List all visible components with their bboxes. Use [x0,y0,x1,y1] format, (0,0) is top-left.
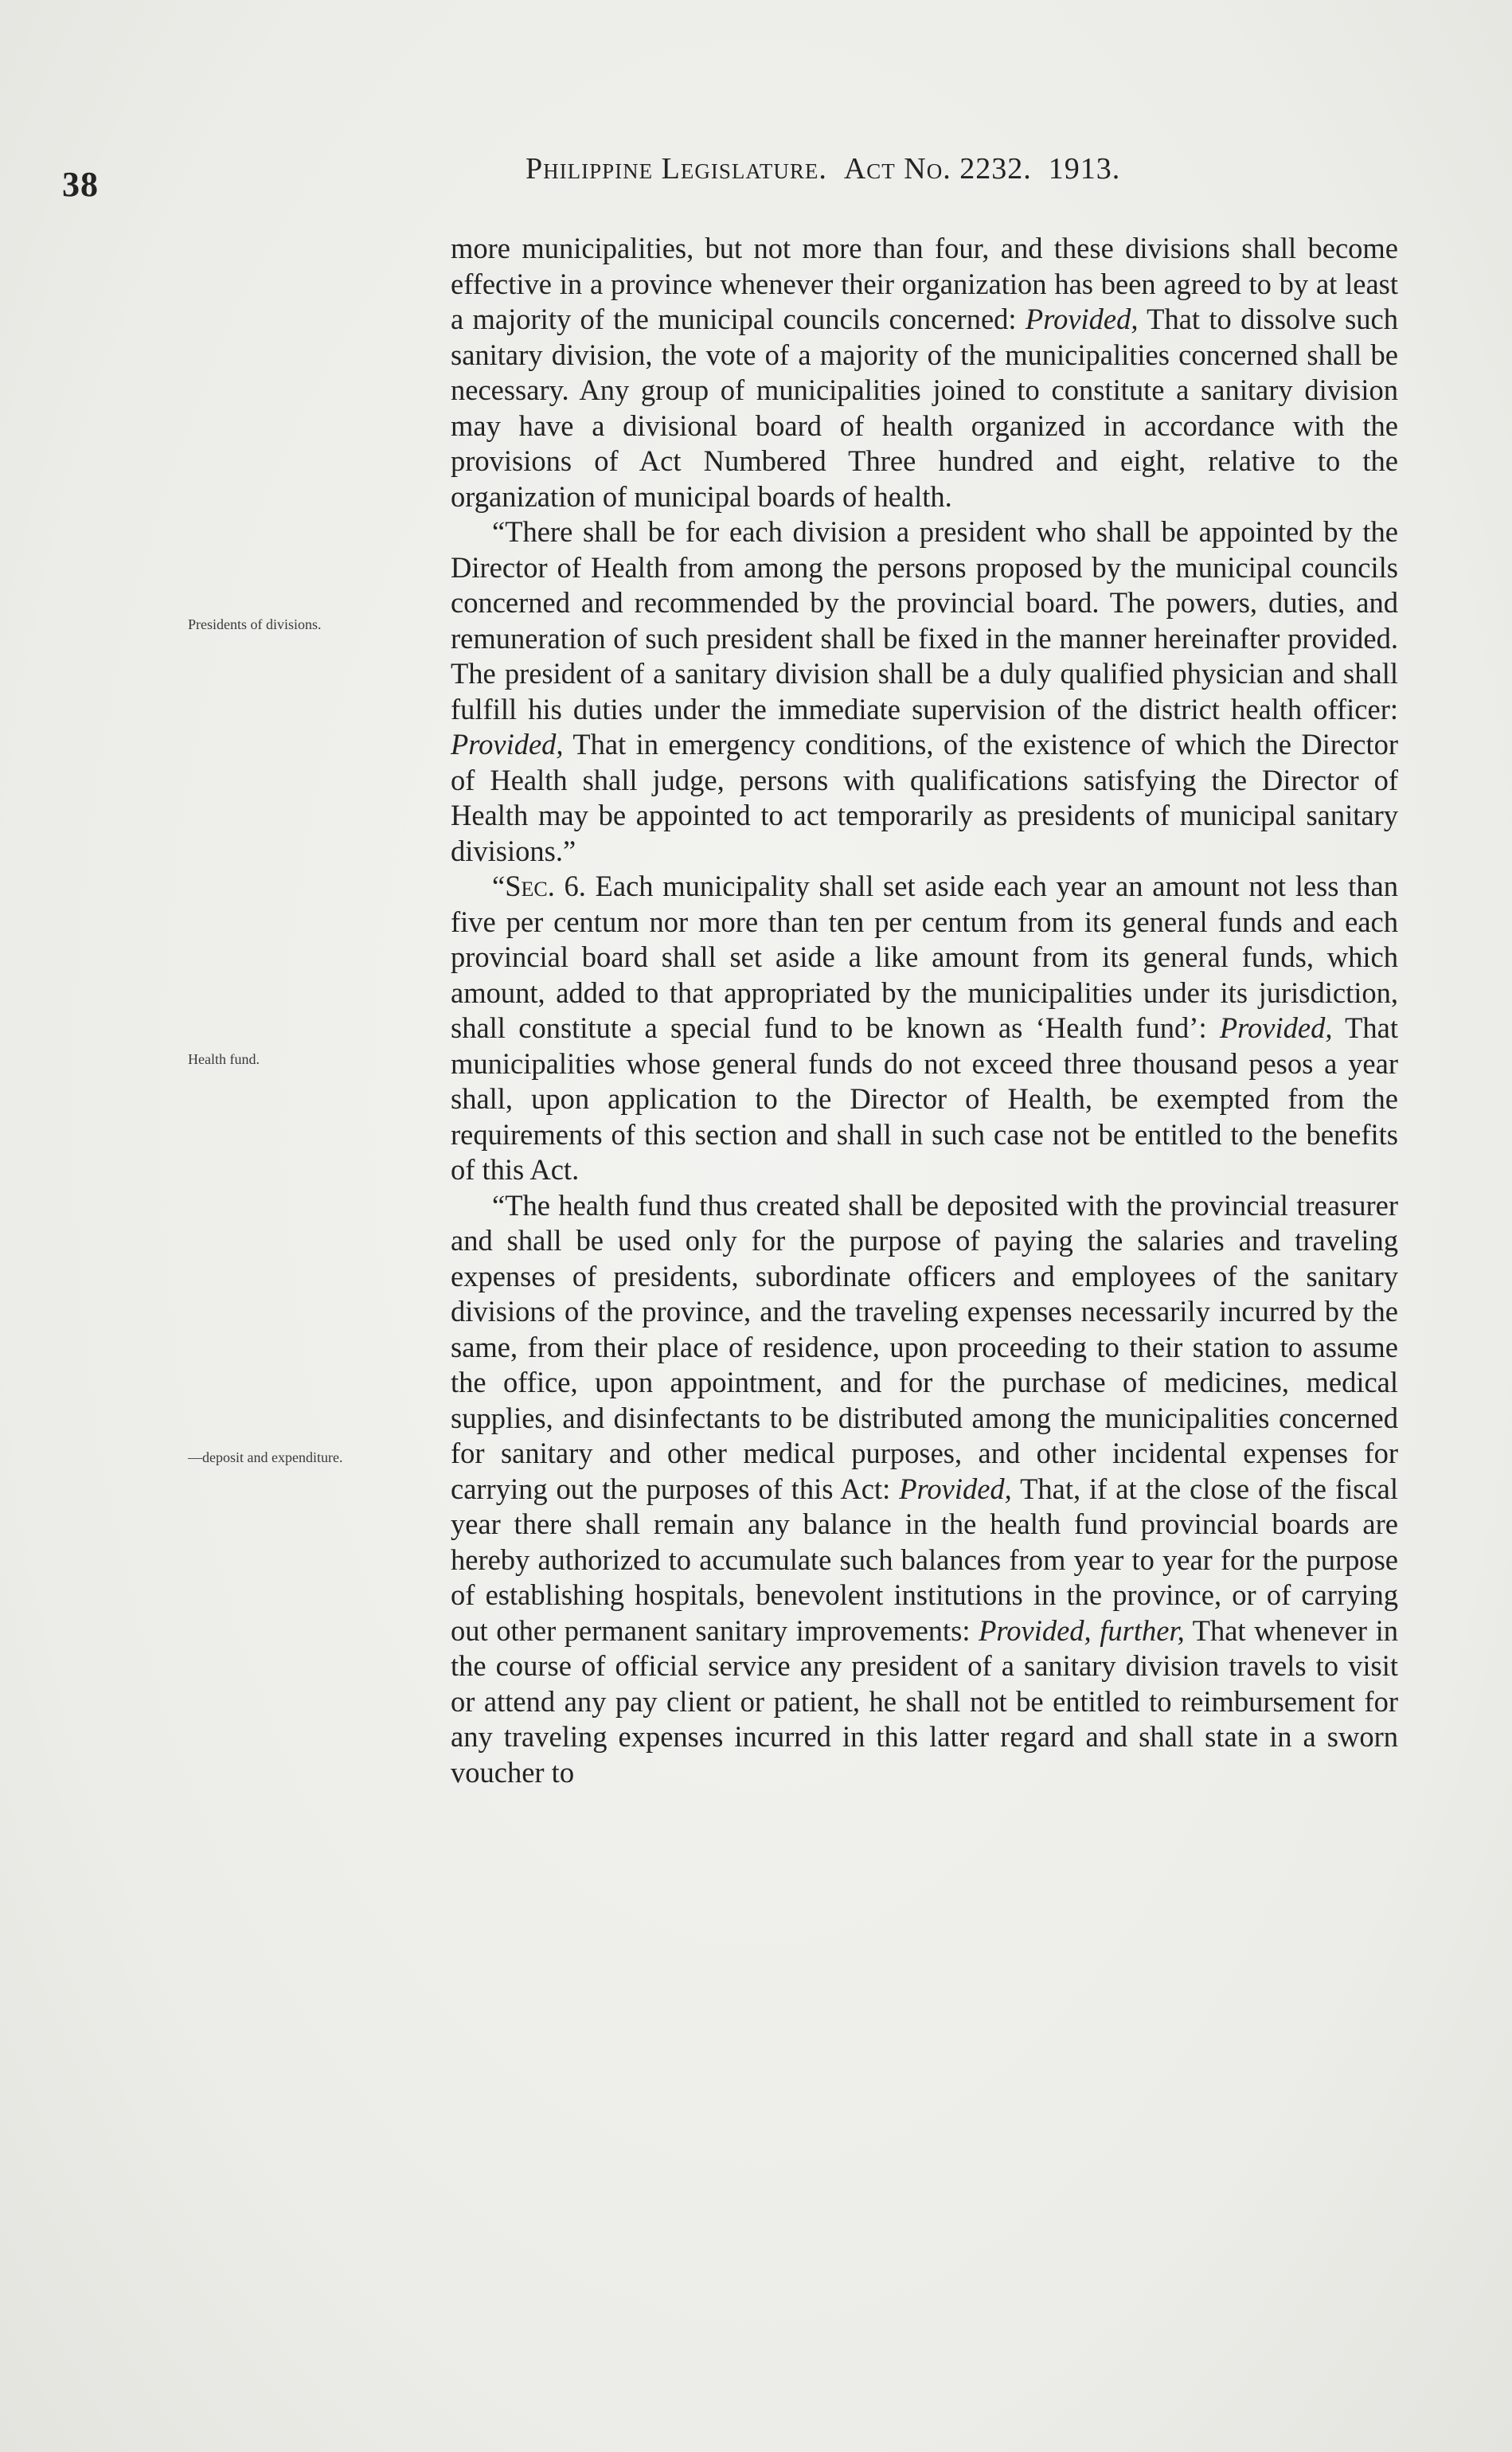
paragraph-2: “There shall be for each division a president who shall be appointed by the Director of Health from among the persons proposed by the municipal councils concerned and recommended by the provincial board. The powers, duties, and remuneration of such president shall be fixed in the manner hereinafter provided. The president of a sanitary division shall be a duly qualified physician and shall fulfill his duties under the immediate supervision of the district health officer: Provided, That in emergency conditions, of the existence of which the Director of Health shall judge, persons with qualifications satisfying the Director of Health may be appointed to act temporarily as presidents of municipal sanitary divisions.” [451,515,1398,867]
body-text [451,231,1398,1790]
margin-note-health-fund: Health fund. [188,1051,260,1067]
paragraph-1: more municipalities, but not more than four, and these divisions shall become effective in a province whenever their organization has been agreed to by at least a majority of the municipal councils concerned: Provided, That to dissolve such sanitary division, the vote of a majority of the municipalities concerned shall be necessary. Any group of municipalities joined to constitute a sanitary division may have a divisional board of health organized in accordance with the provisions of Act Numbered Three hundred and eight, relative to the organization of municipal boards of health. [451,232,1398,513]
running-head-act: Act No. 2232. [843,152,1032,186]
margin-note-presidents: Presidents of divisions. [188,616,322,632]
running-head [525,151,1401,186]
running-head-year: 1913. [1048,152,1121,186]
running-head-title: Philippine Legislature. [525,152,827,186]
page-number: 38 [62,165,99,204]
paragraph-3: “Sec. 6. Each municipality shall set aside each year an amount not less than five per centum nor more than ten per centum from its general funds and each provincial board shall set aside a like amount from its general funds, which amount, added to that appropriated by the municipalities under its jurisdiction, shall constitute a special fund to be known as ‘Health fund’: Provided, That municipalities whose general funds do not exceed three thousand pesos a year shall, upon application to the Director of Health, be exempted from the requirements of this section and shall in such case not be entitled to the benefits of this Act. [451,870,1398,1186]
margin-note-deposit: —deposit and expenditure. [188,1449,343,1465]
paragraph-4: “The health fund thus created shall be deposited with the provincial treasurer and shall be used only for the purpose of paying the salaries and traveling expenses of presidents, subordinate officers and employees of the sanitary divisions of the province, and the traveling expenses necessarily incurred by the same, from their place of residence, upon proceeding to their station to assume the office, upon appointment, and for the purchase of medicines, medical supplies, and disinfectants to be distributed among the municipalities concerned for sanitary and other medical purposes, and other incidental expenses for carrying out the purposes of this Act: Provided, That, if at the close of the fiscal year there shall remain any balance in the health fund provincial boards are hereby authorized to accumulate such balances from year to year for the purpose of establishing hospitals, benevolent institutions in the province, or of carrying out other permanent sanitary improvements: Provided, further, That whenever in the course of official service any president of a sanitary division travels to visit or attend any pay client or patient, he shall not be entitled to reimbursement for any traveling expenses incurred in this latter regard and shall state in a sworn voucher to [451,1188,1398,1789]
